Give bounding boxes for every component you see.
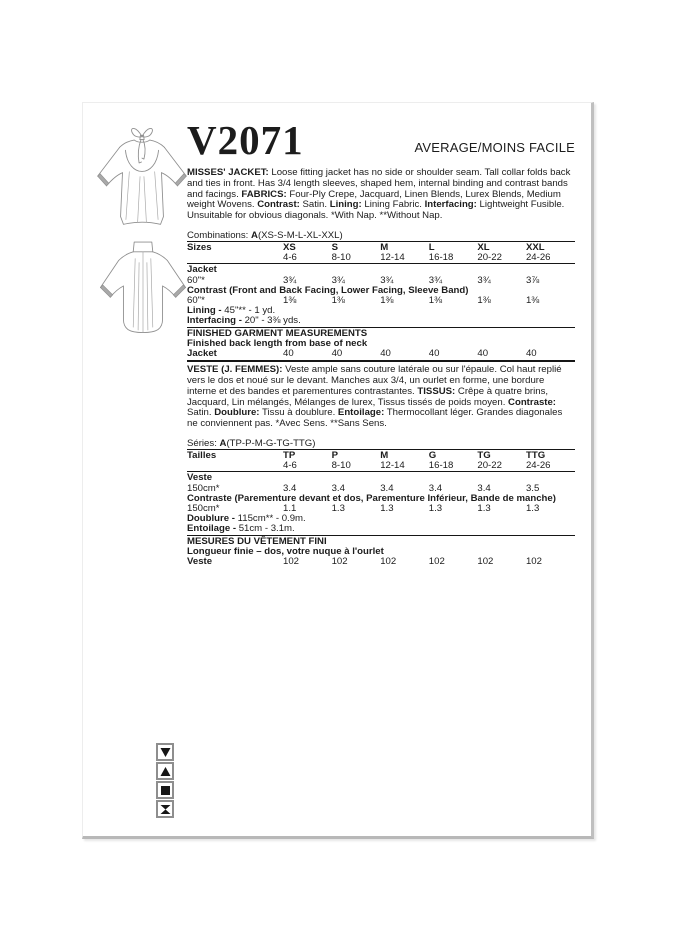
series-line: Séries: A(TP-P-M-G-TG-TTG) (187, 437, 316, 449)
contrast-label: Contrast: (257, 199, 300, 211)
fabrics-label: FABRICS: (241, 188, 287, 200)
doublure-label: Doublure: (214, 407, 260, 419)
difficulty-label: AVERAGE/MOINS FACILE (414, 139, 575, 155)
entoilage-label: Entoilage: (337, 407, 385, 419)
finished-measurements-fr: MESURES DU VÊTEMENT FINI Longueur finie – dos, votre nuque à l'ourlet Veste 102 102 102 102 102 102 (187, 535, 575, 568)
contrast-section-label: Contrast (Front and Back Facing, Lower Facing, Sleeve Band) (187, 284, 469, 296)
interfacing-label: Interfacing: (424, 199, 477, 211)
entoilage-line: Entoilage - 51cm - 3.1m. (187, 523, 295, 535)
pattern-number: V2071 (187, 117, 304, 163)
finished-title: FINISHED GARMENT MEASUREMENTS (187, 327, 368, 339)
description-english: MISSES' JACKET: Loose fitting jacket has no side or shoulder seam. Tall collar folds back and ties in front. Has 3/4 length sleeves, shaped hem, internal binding and contrast bands and facings. FABRICS: Four-Ply Crepe, Jacquard, Linen Blends, Lurex Blends, Medium weight Wovens. Contrast: Satin. Lining: Lining Fabric. Interfacing: Lightweight Fusible. Unsuitable for obvious diagonals. *With Nap. **Without Nap. (187, 166, 571, 222)
contraste-label: Contraste: (508, 396, 557, 408)
size-table-fr-body: Veste 150cm* 3.4 3.4 3.4 3.4 3.4 3.5 Contraste (Parementure devant et dos, Parementure Inférieur, Bande de manche) 150cm* 1.1 1.3 1.3 1.3 1.3 1.3 Doublure - 115cm** - 0.9m. Entoilage - 51cm - 3.1m. (187, 471, 575, 534)
doublure-line: Doublure - 115cm** - 0.9m. (187, 513, 306, 525)
interfacing-line: Interfacing - 20" - 3⅜ yds. (187, 315, 301, 327)
jacket-back-illustration (98, 239, 188, 337)
combinations-line: Combinations: A(XS-S-M-L-XL-XXL) (187, 229, 343, 241)
lining-line: Lining - 45"** - 1 yd. (187, 305, 276, 317)
nap-triangle-up-icon (156, 762, 174, 780)
finished-subtitle: Finished back length from base of neck (187, 337, 368, 349)
mesures-title: MESURES DU VÊTEMENT FINI (187, 535, 327, 547)
size-table-fr-header: Tailles TP P M G TG TTG 4-6 8-10 12-14 16-18 20-22 24-26 (187, 449, 575, 471)
header-row (187, 117, 575, 163)
nap-hourglass-icon (156, 800, 174, 818)
desc-en-heading: MISSES' JACKET: (187, 166, 269, 178)
description-french: VESTE (J. FEMMES): Veste ample sans couture latérale ou sur l'épaule. Col haut replié vers le dos et noué sur le devant. Manches aux 3/4, un ourlet en forme, une bordure interne et des bandes et parementures contrastantes. TISSUS: Crêpe à quatre brins, Jacquard, Lin mélangés, Mélanges de lurex, Tissus tissés de poids moyen. Contraste: Satin. Doublure: Tissu à doublure. Entoilage: Thermocollant léger. Grandes diagonales ne conviennent pas. *Avec Sens. **Sans Sens. (187, 364, 563, 430)
tissus-label: TISSUS: (417, 385, 456, 397)
lining-label: Lining: (329, 199, 362, 211)
mesures-subtitle: Longueur finie – dos, votre nuque à l'ourlet (187, 545, 384, 557)
heavy-divider (187, 360, 575, 362)
contraste-section-label: Contraste (Parementure devant et dos, Parementure Inférieur, Bande de manche) (187, 492, 556, 504)
sizes-column-label: Sizes (187, 241, 212, 253)
jacket-section-label: Jacket (187, 264, 217, 276)
size-table-en-body: Jacket 60"* 3¾ 3¾ 3¾ 3¾ 3¾ 3⅞ Contrast (Front and Back Facing, Lower Facing, Sleeve Band) 60"* 1⅜ 1⅜ 1⅜ 1⅜ 1⅜ 1⅜ Lining - 45"** - 1 yd. Interfacing - 20" - 3⅜ yds. (187, 263, 575, 326)
pattern-envelope-back-page (82, 102, 594, 839)
size-table-en-header: Sizes XS S M L XL XXL 4-6 8-10 12-14 16-18 20-22 24-26 (187, 241, 575, 263)
jacket-front-illustration (93, 123, 191, 238)
nap-square-icon (156, 781, 174, 799)
content-column (187, 117, 575, 567)
nap-symbol-strip (156, 743, 174, 819)
nap-triangle-down-icon (156, 743, 174, 761)
desc-fr-heading: VESTE (J. FEMMES): (187, 364, 283, 376)
finished-measurements-en: FINISHED GARMENT MEASUREMENTS Finished back length from base of neck Jacket 40 40 40 40 40 40 (187, 327, 575, 360)
veste-section-label: Veste (187, 472, 213, 484)
tailles-column-label: Tailles (187, 449, 217, 461)
